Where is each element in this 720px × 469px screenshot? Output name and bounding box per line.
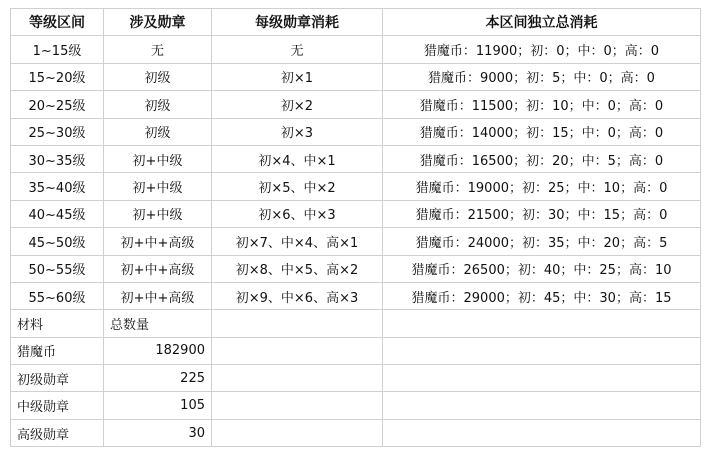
material-name-cell: 初级勋章 <box>11 365 104 392</box>
empty-cell <box>383 419 701 446</box>
per-level-cost-cell: 初×3 <box>212 118 383 145</box>
medal-cell: 初+中+高级 <box>104 228 212 255</box>
per-level-cost-cell: 初×6、中×3 <box>212 200 383 227</box>
table-row <box>11 282 701 309</box>
medal-cell: 初级 <box>104 91 212 118</box>
per-level-cost-cell: 初×2 <box>212 91 383 118</box>
table-row <box>11 145 701 172</box>
total-cost-cell: 猎魔币：26500；初：40；中：25；高：10 <box>383 255 701 282</box>
level-range-cell: 15~20级 <box>11 63 104 90</box>
empty-cell <box>212 310 383 337</box>
material-name-cell: 高级勋章 <box>11 419 104 446</box>
header-medals: 涉及勋章 <box>104 9 212 36</box>
medal-cell: 初+中+高级 <box>104 255 212 282</box>
material-quantity-cell: 105 <box>104 392 212 419</box>
summary-row <box>11 419 701 446</box>
total-cost-cell: 猎魔币：19000；初：25；中：10；高：0 <box>383 173 701 200</box>
empty-cell <box>212 337 383 364</box>
level-range-cell: 20~25级 <box>11 91 104 118</box>
total-cost-cell: 猎魔币：24000；初：35；中：20；高：5 <box>383 228 701 255</box>
empty-cell <box>383 337 701 364</box>
empty-cell <box>383 310 701 337</box>
total-cost-cell: 猎魔币：9000；初：5；中：0；高：0 <box>383 63 701 90</box>
per-level-cost-cell: 无 <box>212 36 383 63</box>
summary-header-material: 材料 <box>11 310 104 337</box>
total-cost-cell: 猎魔币：29000；初：45；中：30；高：15 <box>383 282 701 309</box>
header-per-level-cost: 每级勋章消耗 <box>212 9 383 36</box>
empty-cell <box>383 365 701 392</box>
summary-row <box>11 337 701 364</box>
per-level-cost-cell: 初×4、中×1 <box>212 145 383 172</box>
table-row <box>11 36 701 63</box>
medal-cell: 无 <box>104 36 212 63</box>
material-name-cell: 猎魔币 <box>11 337 104 364</box>
per-level-cost-cell: 初×8、中×5、高×2 <box>212 255 383 282</box>
medal-cell: 初+中级 <box>104 200 212 227</box>
per-level-cost-cell: 初×1 <box>212 63 383 90</box>
empty-cell <box>383 392 701 419</box>
summary-row <box>11 365 701 392</box>
table-row <box>11 173 701 200</box>
level-range-cell: 25~30级 <box>11 118 104 145</box>
summary-header-quantity: 总数量 <box>104 310 212 337</box>
material-quantity-cell: 225 <box>104 365 212 392</box>
total-cost-cell: 猎魔币：11900；初：0；中：0；高：0 <box>383 36 701 63</box>
level-range-cell: 30~35级 <box>11 145 104 172</box>
medal-cell: 初级 <box>104 63 212 90</box>
empty-cell <box>212 419 383 446</box>
empty-cell <box>212 365 383 392</box>
level-range-cell: 55~60级 <box>11 282 104 309</box>
total-cost-cell: 猎魔币：14000；初：15；中：0；高：0 <box>383 118 701 145</box>
level-range-cell: 40~45级 <box>11 200 104 227</box>
header-level-range: 等级区间 <box>11 9 104 36</box>
header-total-cost: 本区间独立总消耗 <box>383 9 701 36</box>
table-row <box>11 118 701 145</box>
table-row <box>11 91 701 118</box>
medal-cell: 初+中级 <box>104 145 212 172</box>
empty-cell <box>212 392 383 419</box>
summary-row <box>11 392 701 419</box>
level-cost-table <box>10 8 701 447</box>
table-row <box>11 200 701 227</box>
medal-cell: 初+中+高级 <box>104 282 212 309</box>
per-level-cost-cell: 初×9、中×6、高×3 <box>212 282 383 309</box>
table-row <box>11 255 701 282</box>
level-range-cell: 1~15级 <box>11 36 104 63</box>
medal-cell: 初+中级 <box>104 173 212 200</box>
level-range-cell: 50~55级 <box>11 255 104 282</box>
medal-cell: 初级 <box>104 118 212 145</box>
material-quantity-cell: 182900 <box>104 337 212 364</box>
material-quantity-cell: 30 <box>104 419 212 446</box>
total-cost-cell: 猎魔币：21500；初：30；中：15；高：0 <box>383 200 701 227</box>
per-level-cost-cell: 初×5、中×2 <box>212 173 383 200</box>
table-row <box>11 63 701 90</box>
total-cost-cell: 猎魔币：16500；初：20；中：5；高：0 <box>383 145 701 172</box>
total-cost-cell: 猎魔币：11500；初：10；中：0；高：0 <box>383 91 701 118</box>
summary-header-row <box>11 310 701 337</box>
header-row <box>11 9 701 36</box>
level-range-cell: 35~40级 <box>11 173 104 200</box>
per-level-cost-cell: 初×7、中×4、高×1 <box>212 228 383 255</box>
material-name-cell: 中级勋章 <box>11 392 104 419</box>
table-row <box>11 228 701 255</box>
level-range-cell: 45~50级 <box>11 228 104 255</box>
